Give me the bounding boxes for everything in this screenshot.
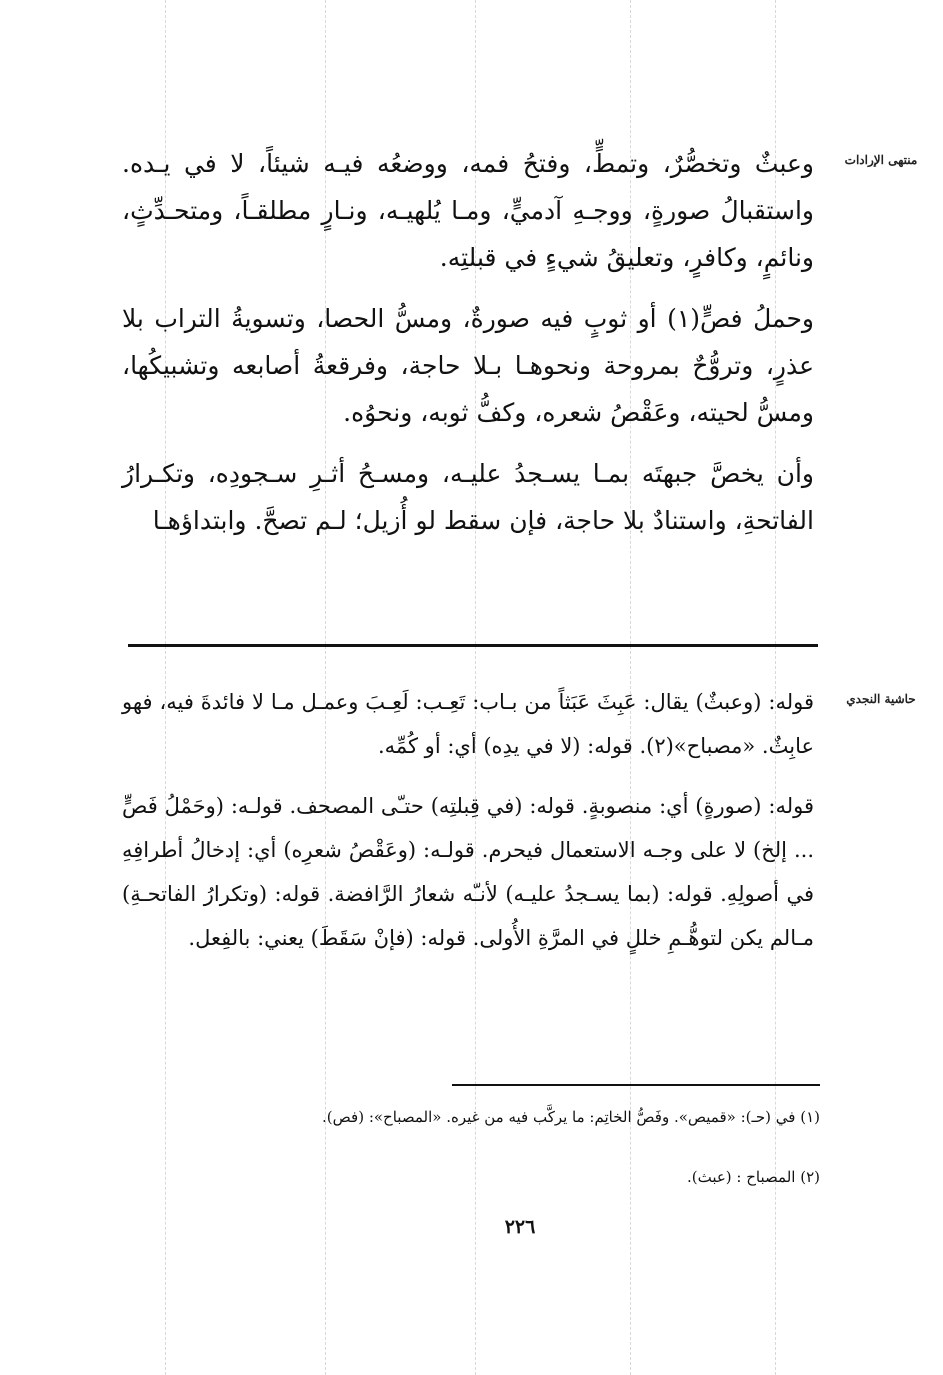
footnote: (٢) المصباح : (عبث). — [686, 1168, 820, 1186]
commentary-paragraph: قوله: (وعبثٌ) يقال: عَبِثَ عَبَثاً من بـاب: تَعِـب: لَعِـبَ وعمـل مـا لا فائدةَ فيه، فهو عابِثٌ. «مصباح»(٢). قوله: (لا في يدِه) أي: أو كُمِّه. — [122, 690, 814, 758]
footnote-divider — [452, 1084, 820, 1086]
main-paragraph: وأن يخصَّ جبهتَه بمـا يسـجدُ عليـه، ومسـحُ أثـرِ سـجودِه، وتكـرارُ الفاتحةِ، واستنادٌ بلا حاجة، فإن سقط لو أُزيل؛ لـم تصحَّ. وابتداؤهـا — [122, 459, 814, 535]
section-divider — [128, 644, 818, 647]
commentary-text — [122, 680, 814, 960]
footnote: (١) في (حـ): «قميص». وفَصُّ الخاتِم: ما يركَّب فيه من غيره. «المصباح»: (فص). — [322, 1108, 820, 1126]
main-text — [122, 140, 814, 544]
main-paragraph: وعبثٌ وتخصُّرٌ، وتمطٍّ، وفتحُ فمه، ووضعُه فيـه شيئاً، لا في يـده. واستقبالُ صورةٍ، ووجـهِ آدميٍّ، ومـا يُلهيـه، ونـارٍ مطلقـاً، ومتحـدِّثٍ، ونائمٍ، وكافرٍ، وتعليقُ شيءٍ في قبلتِه. — [122, 149, 814, 272]
main-paragraph: وحملُ فصٍّ(١) أو ثوبٍ فيه صورةٌ، ومسُّ الحصا، وتسويةُ التراب بلا عذرٍ، وتروُّحٌ بمروحة ونحوهـا بـلا حاجة، وفرقعةُ أصابعه وتشبيكُها، ومسُّ لحيته، وعَقْصُ شعره، وكفُّ ثوبه، ونحوُه. — [122, 304, 814, 427]
commentary-label: حاشية النجدي — [846, 692, 916, 706]
commentary-paragraph: قوله: (صورةٍ) أي: منصوبةٍ. قوله: (في قِبلتِه) حتـّى المصحف. قولـه: (وحَمْلُ فَصٍّ ... إلخ) لا على وجـه الاستعمال فيحرم. قولـه: (وعَقْصُ شعرِه) أي: إدخالُ أطرافِهِ في أصولِهِ. قوله: (بما يسـجدُ عليـه) لأنـّه شعارُ الرَّافضة. قوله: (وتكرارُ الفاتحـةِ) مـالم يكن لتوهُّـمِ خللٍ في المرَّةِ الأُولى. قوله: (فإنْ سَقَطَ) يعني: بالفِعل. — [122, 794, 814, 950]
main-text-label: منتهى الإرادات — [844, 153, 918, 167]
page-number: ٢٢٦ — [504, 1216, 536, 1238]
